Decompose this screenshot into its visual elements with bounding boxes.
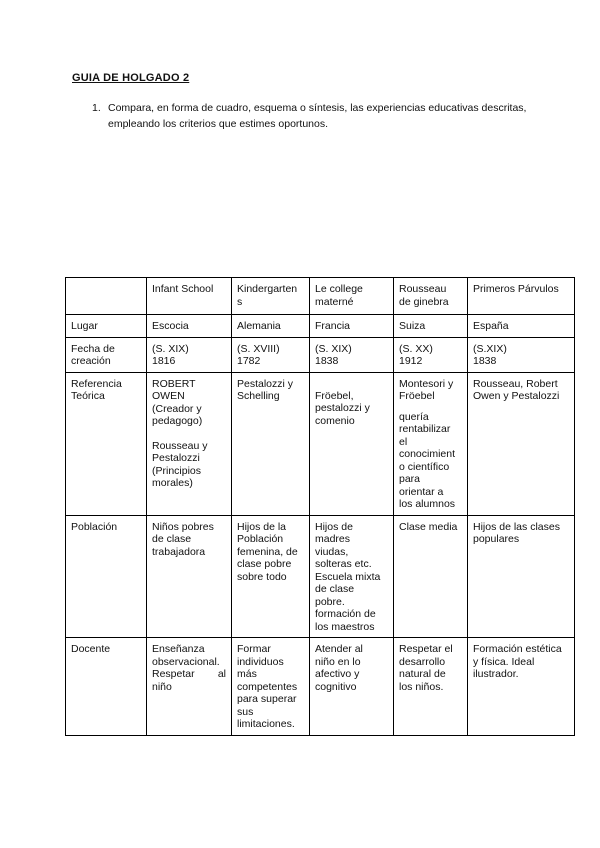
row-label: Docente (66, 638, 147, 736)
table-cell: Pestalozzi y Schelling (232, 372, 310, 515)
table-row-referencia (66, 372, 575, 515)
header-le-college: Le college materné (310, 278, 394, 315)
table-cell: Clase media (394, 515, 468, 638)
row-label: Población (66, 515, 147, 638)
table-cell: Formar individuos más competentes para superar sus limitaciones. (232, 638, 310, 736)
header-primeros-parvulos: Primeros Párvulos (468, 278, 575, 315)
table-cell: (S. XIX) 1838 (310, 337, 394, 372)
table-cell: Hijos de madres viudas, solteras etc. Escuela mixta de clase pobre. formación de los maestros (310, 515, 394, 638)
row-label: Lugar (66, 315, 147, 338)
table-cell: Escocia (147, 315, 232, 338)
row-label: Fecha de creación (66, 337, 147, 372)
table-row-fecha (66, 337, 575, 372)
table-cell: Atender al niño en lo afectivo y cognitivo (310, 638, 394, 736)
comparison-table (65, 277, 575, 736)
table-cell: Alemania (232, 315, 310, 338)
header-rousseau: Rousseau de ginebra (394, 278, 468, 315)
table-cell: España (468, 315, 575, 338)
table-cell: Montesori y Fröebel quería rentabilizar el conocimient o científico para orientar a los alumnos (394, 372, 468, 515)
header-infant-school: Infant School (147, 278, 232, 315)
table-cell: Fröebel, pestalozzi y comenio (310, 372, 394, 515)
table-cell: Hijos de la Población femenina, de clase pobre sobre todo (232, 515, 310, 638)
table-cell: Formación estética y física. Ideal ilustrador. (468, 638, 575, 736)
table-row-lugar (66, 315, 575, 338)
table-cell: Respetar el desarrollo natural de los niños. (394, 638, 468, 736)
table-cell: Niños pobres de clase trabajadora (147, 515, 232, 638)
table-cell: (S. XIX) 1816 (147, 337, 232, 372)
table-cell: Rousseau, Robert Owen y Pestalozzi (468, 372, 575, 515)
header-kindergartens: Kindergarten s (232, 278, 310, 315)
table-cell: (S. XVIII) 1782 (232, 337, 310, 372)
table-header-row (66, 278, 575, 315)
instruction-number: 1. (92, 102, 101, 114)
table-row-poblacion (66, 515, 575, 638)
table-cell: (S. XX) 1912 (394, 337, 468, 372)
table-row-docente (66, 638, 575, 736)
table-cell: ROBERT OWEN (Creador y pedagogo) Rousseau y Pestalozzi (Principios morales) (147, 372, 232, 515)
header-empty-cell (66, 278, 147, 315)
table-cell: Hijos de las clases populares (468, 515, 575, 638)
table-cell: Suiza (394, 315, 468, 338)
table-cell: Enseñanza observacional. Respetar al niño (147, 638, 232, 736)
row-label: Referencia Teórica (66, 372, 147, 515)
table-cell: (S.XIX) 1838 (468, 337, 575, 372)
document-title: GUIA DE HOLGADO 2 (72, 72, 190, 84)
instruction-item (92, 100, 532, 132)
table-cell: Francia (310, 315, 394, 338)
instruction-text: Compara, en forma de cuadro, esquema o síntesis, las experiencias educativas descritas, empleando los criterios que estimes oportunos. (108, 102, 527, 130)
